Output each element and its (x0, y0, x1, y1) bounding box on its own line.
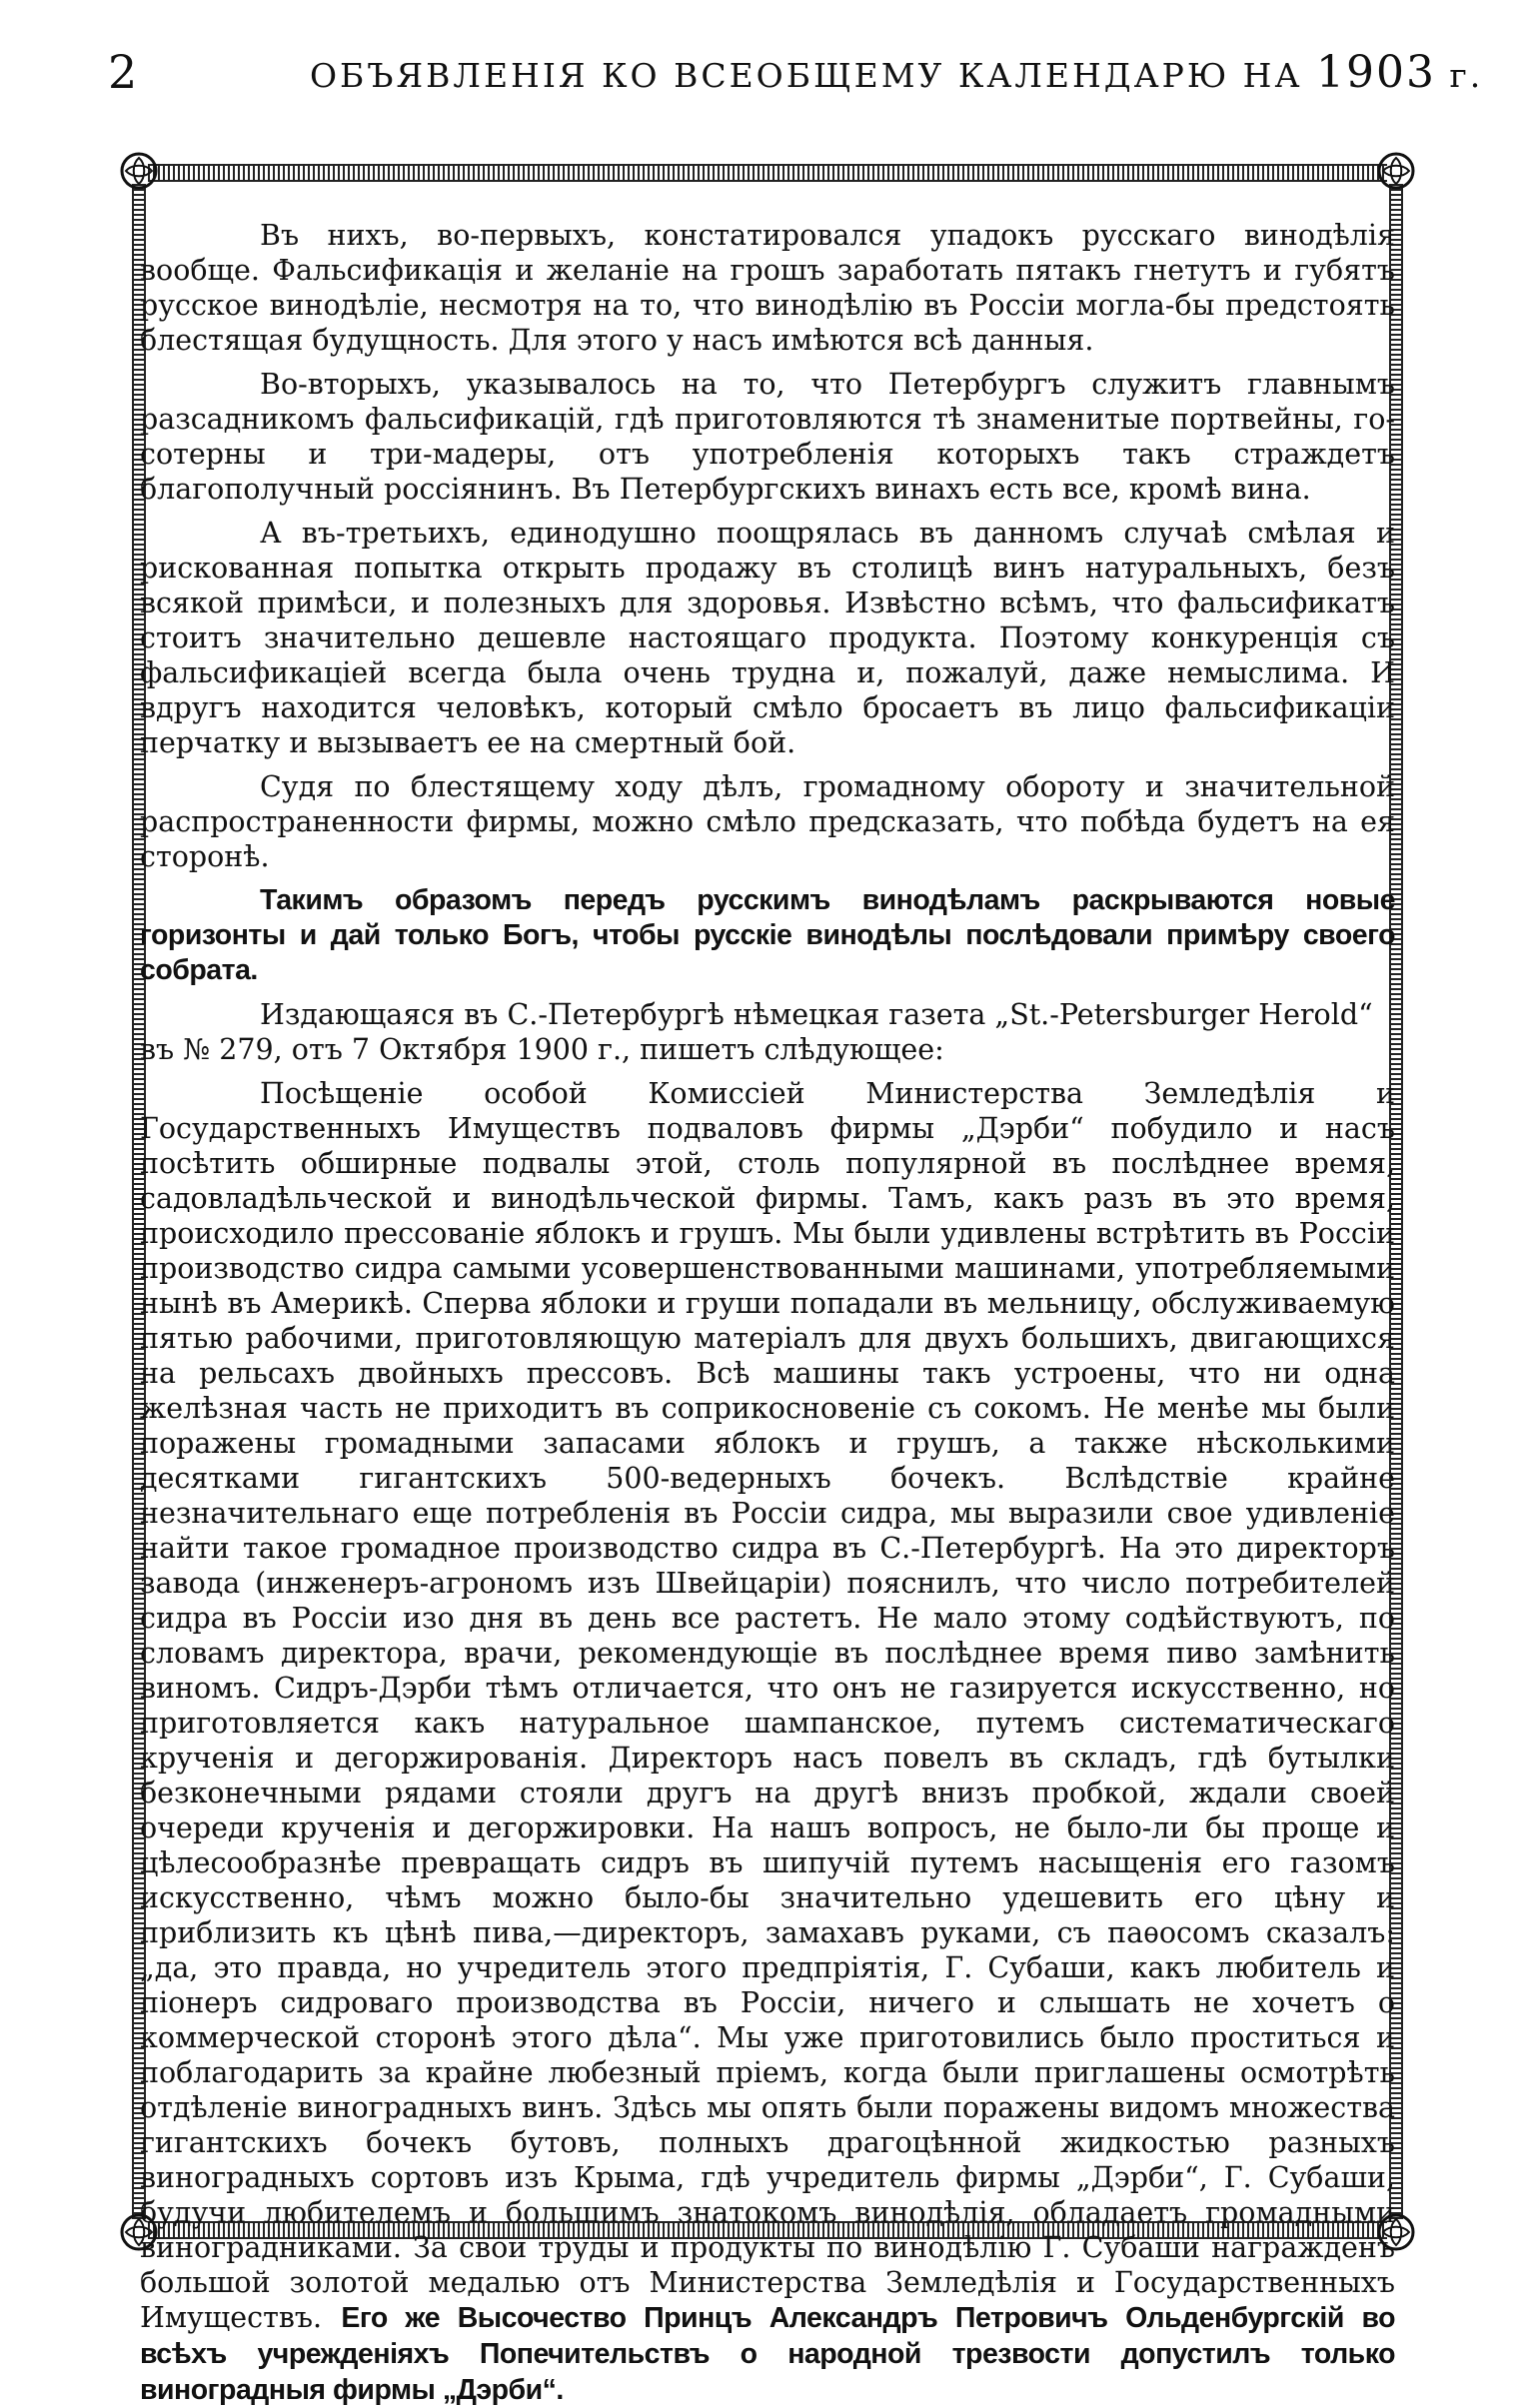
intro-line-cont: въ № 279, отъ 7 Октября 1900 г., пишетъ слѣдующее: (140, 1033, 944, 1066)
quote-text: Посѣщеніе особой Комиссіей Министерства Земледѣлія и Государственныхъ Имуществъ подваловъ фирмы „Дэрби“ побудило и насъ посѣтить обширные подвалы этой, столь популярной въ послѣднее время, садовладѣльческой и винодѣльческой фирмы. Тамъ, какъ разъ въ это время, происходило прессованіе яблокъ и грушъ. Мы были удивлены встрѣтить въ Россіи производство сидра самыми усовершенствованными машинами, употребляемыми нынѣ въ Америкѣ. Сперва яблоки и груши попадали въ мельницу, обслуживаемую пятью рабочими, приготовляющую матеріалъ для двухъ большихъ, двигающихся на рельсахъ двойныхъ прессовъ. Всѣ машины такъ устроены, что ни одна желѣзная часть не приходитъ въ соприкосновеніе съ сокомъ. Не менѣе мы были поражены громадными запасами яблокъ и грушъ, а также нѣсколькими десятками гигантскихъ 500-ведерныхъ бочекъ. Вслѣдствіе крайне незначительнаго еще потребленія въ Россіи сидра, мы выразили свое удивленіе найти такое громадное производство сидра въ С.-Петербургѣ. На это директоръ завода (инженеръ-агрономъ изъ Швейцаріи) пояснилъ, что число потребителей сидра въ Россіи изо дня въ день все растетъ. Не мало этому содѣйствуютъ, по словамъ директора, врачи, рекомендующіе въ послѣднее время пиво замѣнить виномъ. Сидръ-Дэрби тѣмъ отличается, что онъ не газируется искусственно, но приготовляется какъ натуральное шампанское, путемъ систематическаго крученія и дегоржированія. Директоръ насъ повелъ въ складъ, гдѣ бутылки безконечными рядами стояли другъ на другѣ внизъ пробкой, ждали своей очереди крученія и дегоржировки. На нашъ вопросъ, не было-ли бы проще и цѣлесообразнѣе превращать сидръ въ шипучій путемъ насыщенія его газомъ искусственно, чѣмъ можно было-бы значительно удешевить его цѣну и приблизить къ цѣнѣ пива,—директоръ, замахавъ руками, съ паѳосомъ сказалъ: „да, это правда, но учредитель этого предпріятія, Г. Субаши, какъ любитель и піонеръ сидроваго производства въ Россіи, ничего и слышать не хочетъ о коммерческой сторонѣ этого дѣла“. Мы уже приготовились было проститься и поблагодарить за крайне любезный пріемъ, когда были приглашены осмотрѣть отдѣленіе виноградныхъ винъ. Здѣсь мы опять были поражены видомъ множества гигантскихъ бочекъ бутовъ, полныхъ драгоцѣнной жидкостью разныхъ виноградныхъ сортовъ изъ Крыма, гдѣ учредитель фирмы „Дэрби“, Г. Субаши, будучи любителемъ и большимъ знатокомъ винодѣлія, обладаетъ громадными виноградниками. За свои труды и продукты по винодѣлію Г. Субаши награжденъ большой золотой медалью отъ Министерства Земледѣлія и Государственныхъ Имуществъ. (140, 1077, 1395, 2334)
year-suffix: г. (1449, 56, 1484, 95)
paragraph: Въ нихъ, во-первыхъ, констатировался упадокъ русскаго винодѣлія вообще. Фальсификація и желаніе на грошъ заработать пятакъ гнетутъ и губятъ русское винодѣліе, несмотря на то, что винодѣлію въ Россіи могла-бы предстоять блестящая будущность. Для этого у насъ имѣются всѣ данныя. (140, 219, 1395, 357)
running-title-text: ОБЪЯВЛЕНІЯ КО ВСЕОБЩЕМУ КАЛЕНДАРЮ НА (310, 56, 1303, 95)
quoted-article (140, 1076, 1395, 2408)
article-body (140, 218, 1396, 2406)
intro-line: Издающаяся въ С.-Петербургѣ нѣмецкая газета „St.-Petersburger Herold“ (260, 998, 1373, 1031)
running-title (310, 48, 1483, 101)
paragraph: А въ-третьихъ, единодушно поощрялась въ данномъ случаѣ смѣлая и рискованная попытка открыть продажу въ столицѣ винъ натуральныхъ, безъ всякой примѣси, и полезныхъ для здоровья. Извѣстно всѣмъ, что фальсификатъ стоитъ значительно дешевле настоящаго продукта. Поэтому конкуренція съ фальсификаціей всегда была очень трудна и, пожалуй, даже немыслима. И вдругъ находится человѣкъ, который смѣло бросаетъ въ лицо фальсификаціи перчатку и вызываетъ ее на смертный бой. (140, 517, 1395, 759)
ornamental-frame (118, 150, 1417, 2406)
paragraph: Судя по блестящему ходу дѣлъ, громадному обороту и значительной распространенности фирмы, можно смѣло предсказать, что побѣда будетъ на ея сторонѣ. (140, 770, 1395, 873)
quote-bold-tail: Его же Высочество Принцъ Александръ Петровичъ Ольденбургскій во всѣхъ учрежденіяхъ Попечительствъ о народной трезвости допустилъ только виноградныя фирмы „Дэрби“. (140, 2302, 1396, 2406)
corner-ornament-icon (1375, 150, 1417, 192)
year: 1903 (1315, 47, 1436, 98)
paragraph: Во-вторыхъ, указывалось на то, что Петербургъ служитъ главнымъ разсадникомъ фальсификацій, гдѣ приготовляются тѣ знаменитые портвейны, го-сотерны и три-мадеры, отъ употребленія которыхъ такъ страждетъ благополучный россіянинъ. Въ Петербургскихъ винахъ есть все, кромѣ вина. (140, 368, 1395, 506)
page-header (0, 42, 1529, 112)
corner-ornament-icon (118, 150, 160, 192)
page-number: 2 (108, 45, 138, 99)
bold-paragraph: Такимъ образомъ передъ русскимъ винодѣламъ раскрываются новые горизонты и дай только Богъ, чтобы русскіе винодѣлы послѣдовали примѣру своего собрата. (140, 884, 1395, 986)
border-top (148, 164, 1387, 182)
